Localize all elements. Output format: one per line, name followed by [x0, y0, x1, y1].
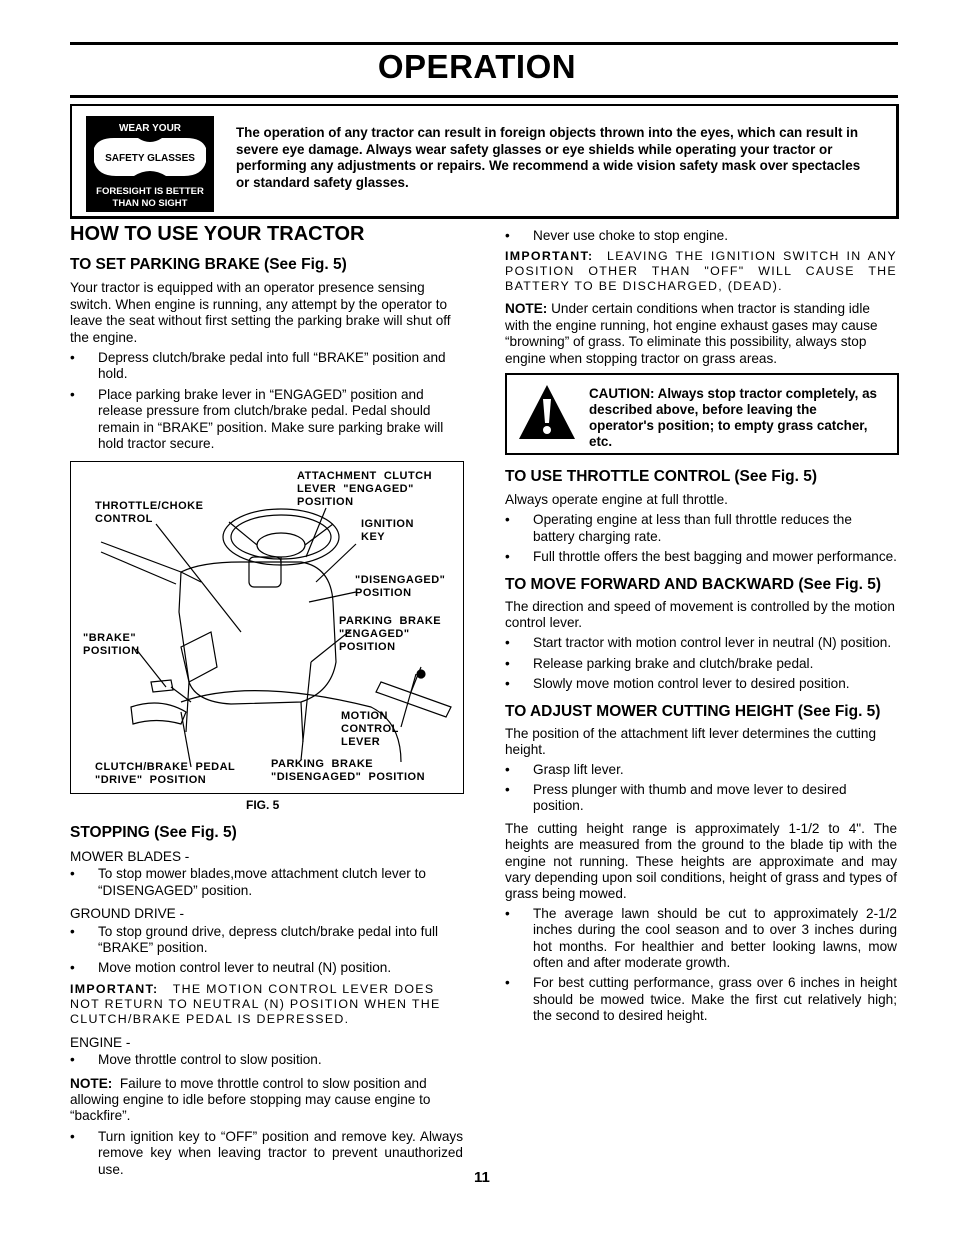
title-rule — [70, 95, 898, 98]
label-parking-brake-engaged: PARKING BRAKE "ENGAGED" POSITION — [339, 615, 442, 653]
note-label: NOTE: — [505, 301, 548, 317]
height-bullets-2 — [505, 906, 897, 1025]
right-column-bottom — [505, 467, 897, 1025]
ground-drive-label: GROUND DRIVE - — [70, 906, 185, 922]
important-label: IMPORTANT: — [505, 249, 594, 264]
list-item: • Turn ignition key to “OFF” position and remove key. Always remove key when leaving tractor to prevent unauthorized use. — [70, 1129, 463, 1178]
list-item: • Grasp lift lever. — [505, 762, 897, 778]
parking-intro: Your tractor is equipped with an operator presence sensing switch. When engine is running, any attempt by the operator to leave the seat without first setting the parking brake will shut off the engine. — [70, 280, 451, 345]
caution-text: CAUTION: Always stop tractor completely, as described above, before leaving the operator's position; to empty grass catcher, etc. — [589, 386, 877, 449]
list-item: • To stop mower blades,move attachment clutch lever to “DISENGAGED” position. — [70, 866, 463, 899]
note-text: Failure to move throttle control to slow position and allowing engine to idle before stopping may cause engine to “backfire”. — [70, 1075, 431, 1124]
label-ignition-key: IGNITION KEY — [361, 518, 414, 543]
list-item: • Place parking brake lever in “ENGAGED” position and release pressure from clutch/brake pedal. Pedal should remain in “BRAKE” position. Make sure parking brake will hold tractor secure. — [70, 387, 463, 453]
list-item: • The average lawn should be cut to approximately 2-1/2 inches during the cool season and to over 3 inches during hot months. For healthier and better looking lawns, mow often and after moderate growth. — [505, 906, 897, 972]
top-rule — [70, 42, 898, 45]
throttle-intro: Always operate engine at full throttle. — [505, 492, 728, 507]
page-title: OPERATION — [377, 48, 577, 85]
engine-bullets — [70, 1052, 463, 1068]
ground-bullets — [70, 924, 463, 977]
list-item: • Release parking brake and clutch/brake pedal. — [505, 656, 897, 672]
label-motion-control-lever: MOTION CONTROL LEVER — [341, 710, 399, 748]
figure-5 — [70, 461, 464, 794]
height-intro: The position of the attachment lift lever determines the cutting height. — [505, 725, 877, 758]
note-label: NOTE: — [70, 1075, 113, 1091]
final-bullets — [70, 1129, 463, 1178]
important-notice-ignition — [505, 249, 897, 294]
list-item: • Depress clutch/brake pedal into full “BRAKE” position and hold. — [70, 350, 463, 383]
heading-move: TO MOVE FORWARD AND BACKWARD (See Fig. 5) — [505, 575, 882, 593]
section-heading-how-to-use: HOW TO USE YOUR TRACTOR — [70, 223, 365, 245]
badge-bottom-text-1: FORESIGHT IS BETTER — [96, 186, 204, 197]
badge-top-text: WEAR YOUR — [118, 123, 182, 134]
label-brake-position: "BRAKE" POSITION — [83, 632, 140, 657]
safety-warning-text: The operation of any tractor can result in foreign objects thrown into the eyes, which can result in severe eye damage. Always wear safety glasses or eye shields while operating your tractor or performing any adjustments or repairs. We recommend a wide vision safety mask over spectacles or standard safety glasses. — [236, 125, 861, 190]
important-text: THE MOTION CONTROL LEVER DOES NOT RETURN TO NEUTRAL (N) POSITION WHEN THE CLUTCH/BRAKE PEDAL IS DEPRESSED. — [70, 981, 441, 1026]
safety-glasses-icon — [86, 116, 214, 212]
figure-caption: FIG. 5 — [246, 798, 280, 812]
list-item: • Full throttle offers the best bagging and mower performance. — [505, 549, 897, 565]
list-item: • Slowly move motion control lever to desired position. — [505, 676, 897, 692]
height-bullets — [505, 762, 897, 814]
mower-blades-label: MOWER BLADES - — [70, 849, 190, 864]
badge-middle-text: SAFETY GLASSES — [105, 153, 195, 164]
note-backfire — [70, 1076, 463, 1125]
left-column — [70, 223, 463, 452]
label-parking-brake-disengaged: PARKING BRAKE "DISENGAGED" POSITION — [271, 758, 426, 783]
important-text: LEAVING THE IGNITION SWITCH IN ANY POSITION OTHER THAN "OFF" WILL CAUSE THE BATTERY TO BE DISCHARGED, (DEAD). — [505, 249, 897, 294]
list-item: • Press plunger with thumb and move lever to desired position. — [505, 782, 897, 815]
choke-bullets — [505, 228, 897, 244]
note-browning — [505, 301, 897, 367]
warning-triangle-icon — [517, 383, 577, 443]
engine-label: ENGINE - — [70, 1034, 131, 1050]
move-intro: The direction and speed of movement is controlled by the motion control lever. — [505, 598, 895, 631]
heading-cutting-height: TO ADJUST MOWER CUTTING HEIGHT (See Fig. 5) — [505, 702, 881, 720]
label-clutch-brake-pedal: CLUTCH/BRAKE PEDAL "DRIVE" POSITION — [95, 761, 236, 786]
label-attachment-clutch: ATTACHMENT CLUTCH LEVER "ENGAGED" POSITION — [297, 470, 433, 508]
safety-warning-box — [70, 104, 899, 219]
list-item: • Move throttle control to slow position. — [70, 1052, 463, 1068]
list-item: • Operating engine at less than full throttle reduces the battery charging rate. — [505, 512, 897, 545]
mower-bullets — [70, 866, 463, 899]
move-bullets — [505, 635, 897, 692]
list-item: • Never use choke to stop engine. — [505, 228, 897, 244]
list-item: • Start tractor with motion control lever in neutral (N) position. — [505, 635, 897, 651]
heading-throttle: TO USE THROTTLE CONTROL (See Fig. 5) — [505, 468, 818, 485]
parking-bullets — [70, 350, 463, 452]
caution-box — [505, 373, 899, 455]
important-label: IMPORTANT: — [70, 981, 159, 996]
page-number: 11 — [474, 1169, 490, 1186]
heading-stopping: STOPPING (See Fig. 5) — [70, 824, 237, 841]
important-notice-neutral — [70, 982, 463, 1027]
height-paragraph: The cutting height range is approximately 1-1/2 to 4". The heights are measured from the ground to the blade tip with the engine not running. These heights are approximate and may vary depending upon soil conditions, height of grass and types of grass being mowed. — [505, 820, 897, 902]
label-throttle-choke: THROTTLE/CHOKE CONTROL — [95, 500, 204, 525]
right-column-top — [505, 228, 897, 367]
list-item: • To stop ground drive, depress clutch/brake pedal into full “BRAKE” position. — [70, 924, 463, 957]
left-column-stopping — [70, 823, 463, 1178]
list-item: • Move motion control lever to neutral (N) position. — [70, 960, 463, 976]
list-item: • For best cutting performance, grass over 6 inches in height should be mowed twice. Make the first cut relatively high; the second to desired height. — [505, 975, 897, 1024]
throttle-bullets — [505, 512, 897, 565]
note-text: Under certain conditions when tractor is standing idle with the engine running, hot engine exhaust gases may cause “browning” of grass. To eliminate this possibility, always stop engine when stopping tractor on grass areas. — [505, 301, 878, 366]
label-disengaged-position: "DISENGAGED" POSITION — [355, 574, 446, 599]
badge-bottom-text-2: THAN NO SIGHT — [112, 198, 188, 209]
heading-parking-brake: TO SET PARKING BRAKE (See Fig. 5) — [70, 256, 347, 274]
